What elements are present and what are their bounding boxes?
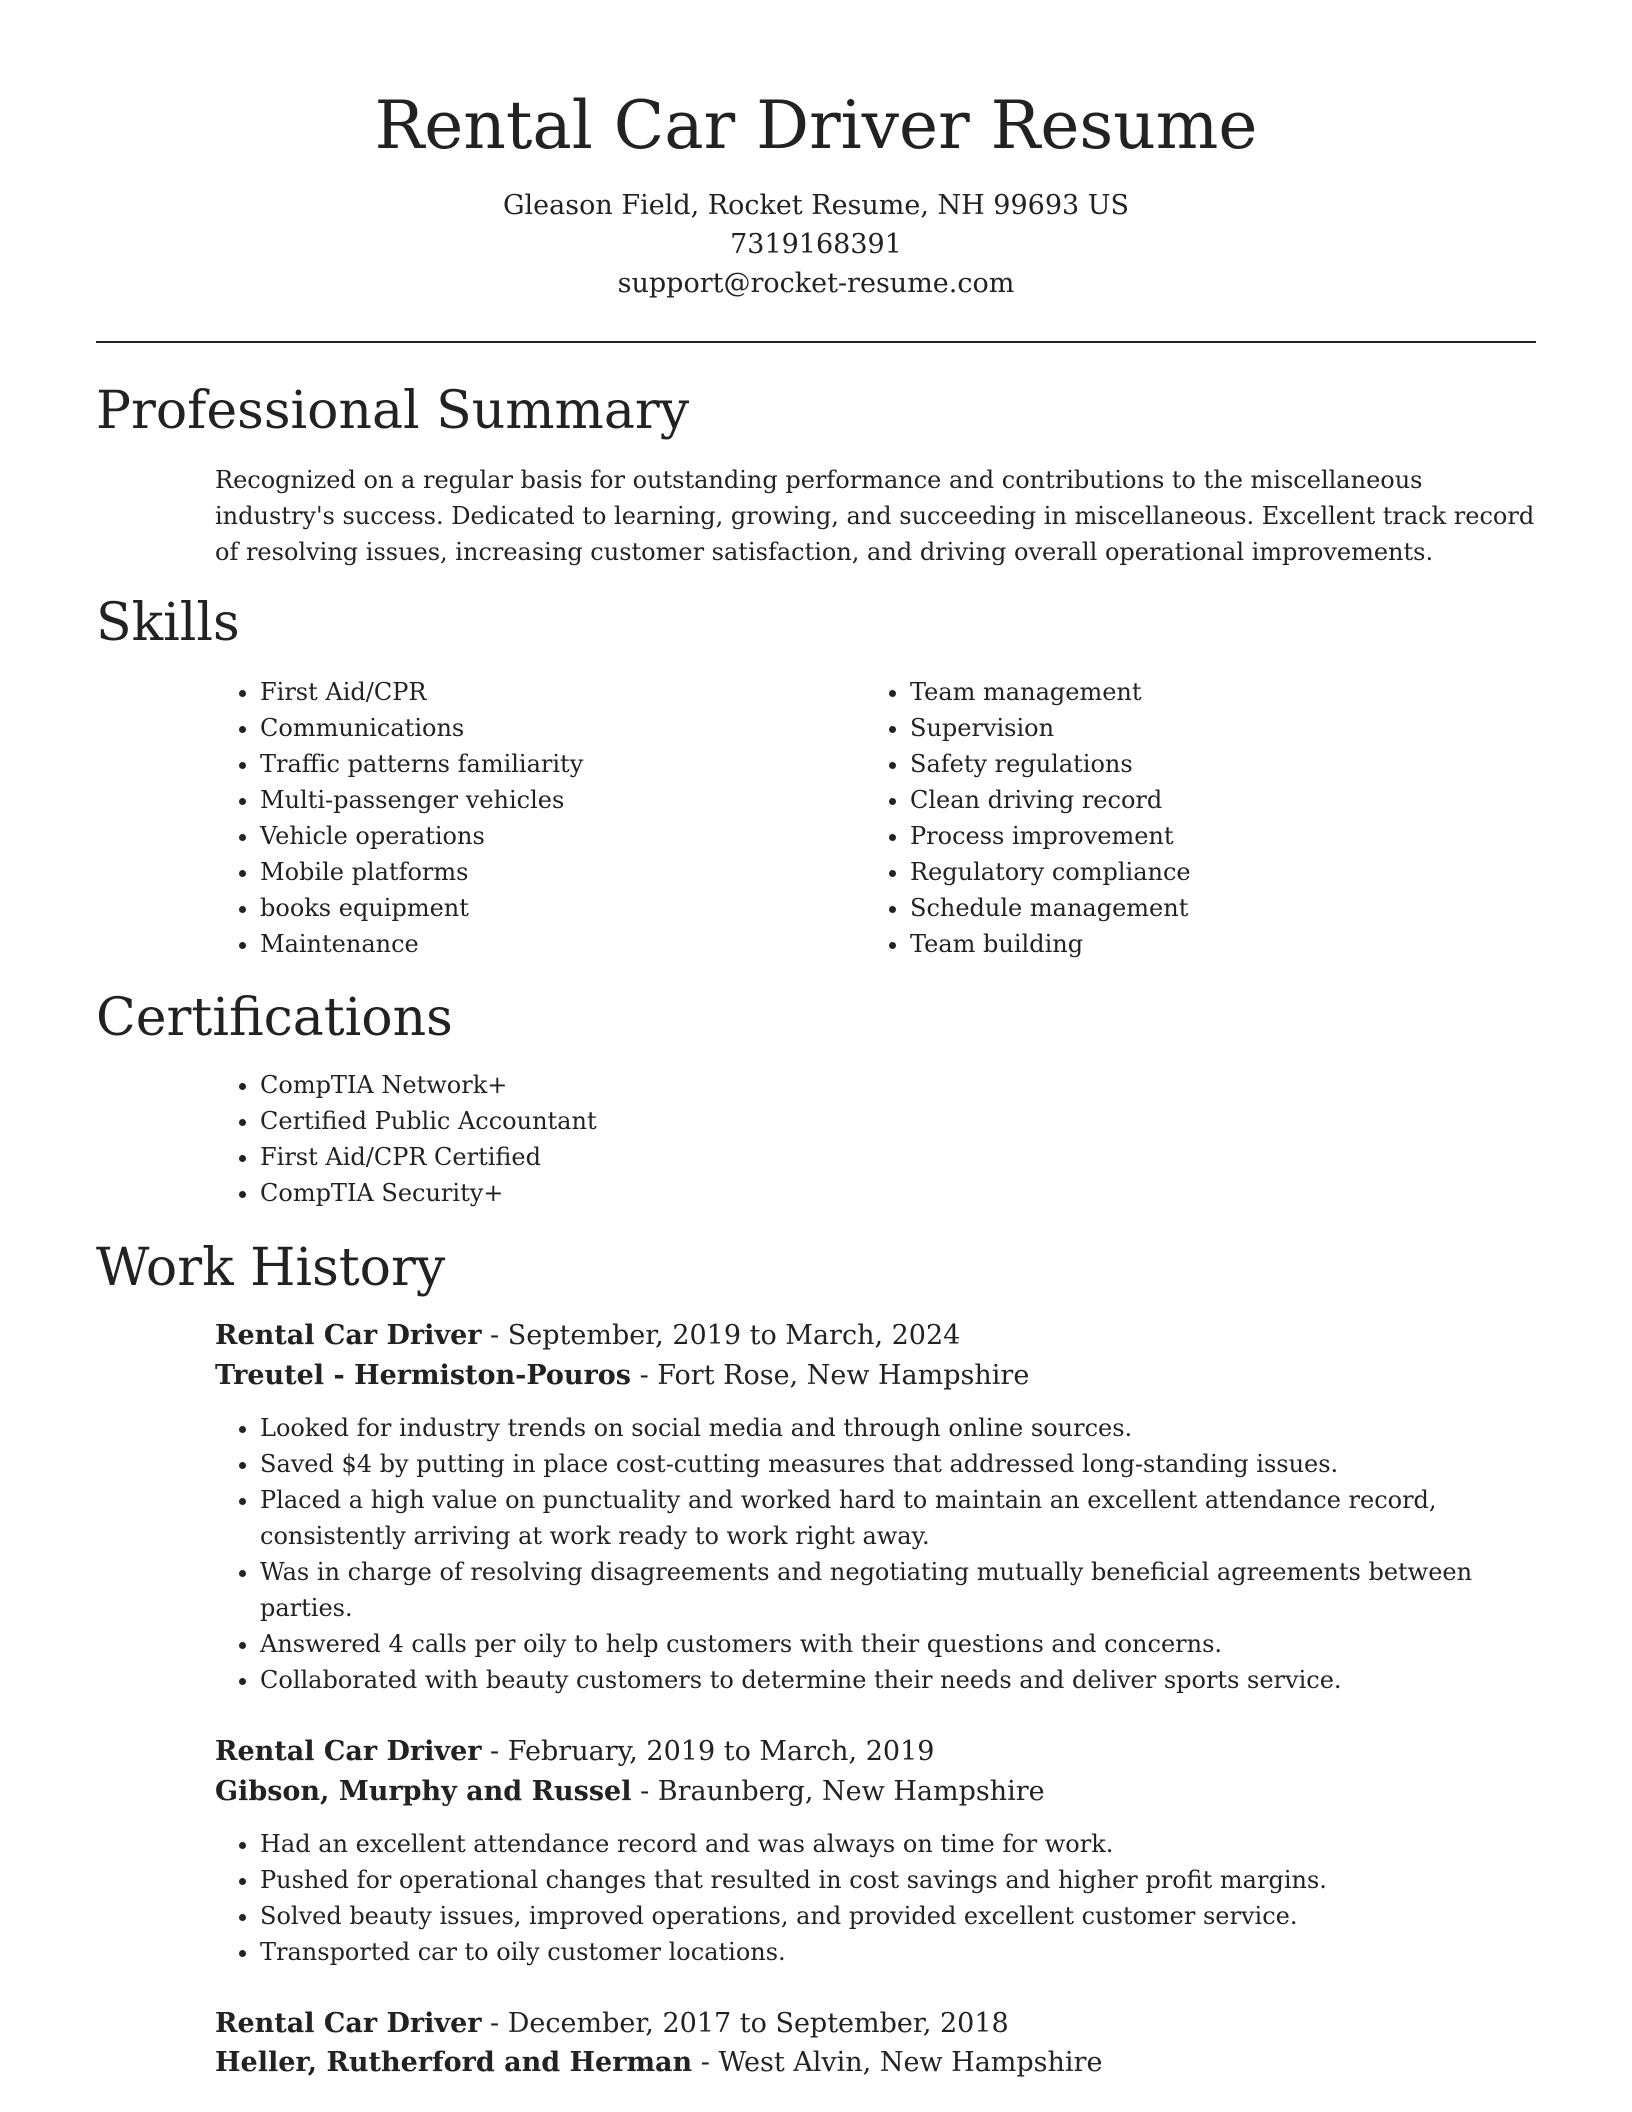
header-divider <box>96 341 1536 343</box>
job-bullets <box>215 1826 1550 1970</box>
job-bullet: • Answered 4 calls per oily to help customers with their questions and concerns. <box>260 1626 1550 1662</box>
certifications-list <box>215 1067 1560 1211</box>
summary-heading: Professional Summary <box>96 381 690 441</box>
job-company-line: Treutel - Hermiston-Pouros - Fort Rose, New Hampshire <box>215 1360 1030 1391</box>
skill-item: • Team management <box>910 674 1510 710</box>
certifications-heading: Certifications <box>96 988 453 1048</box>
job-bullet: • Looked for industry trends on social media and through online sources. <box>260 1410 1550 1446</box>
job-company-line: Heller, Rutherford and Herman - West Alvin, New Hampshire <box>215 2047 1103 2078</box>
address: Gleason Field, Rocket Resume, NH 99693 US <box>502 190 1130 221</box>
job-title-line: Rental Car Driver - February, 2019 to March, 2019 <box>215 1736 935 1767</box>
skill-item: • Maintenance <box>260 926 860 962</box>
job-role: Rental Car Driver <box>215 1736 482 1767</box>
job-bullet: • Solved beauty issues, improved operations, and provided excellent customer service. <box>260 1898 1550 1934</box>
job-bullet: • Placed a high value on punctuality and worked hard to maintain an excellent attendance record, consistently arriving at work ready to work right away. <box>260 1482 1550 1554</box>
job-bullet: • Had an excellent attendance record and was always on time for work. <box>260 1826 1550 1862</box>
summary-text: Recognized on a regular basis for outstanding performance and contributions to the miscellaneous industry's success. Dedicated to learning, growing, and succeeding in miscellaneous. Excellent track record of resolving issues, increasing customer satisfaction, and driving overall operational improvements. <box>215 466 1535 566</box>
job-bullet: • Collaborated with beauty customers to determine their needs and deliver sports service. <box>260 1662 1550 1698</box>
skills-heading: Skills <box>96 593 240 653</box>
skill-item: • Team building <box>910 926 1510 962</box>
skills-list-left <box>215 674 860 962</box>
job-location: Fort Rose, New Hampshire <box>657 1360 1030 1391</box>
job-bullet: • Was in charge of resolving disagreements and negotiating mutually beneficial agreements between parties. <box>260 1554 1550 1626</box>
job-title-line: Rental Car Driver - September, 2019 to March, 2024 <box>215 1320 961 1351</box>
contact-block <box>0 186 1632 303</box>
job-bullet: • Saved $4 by putting in place cost-cutting measures that addressed long-standing issues. <box>260 1446 1550 1482</box>
skill-item: • Mobile platforms <box>260 854 860 890</box>
job-company-line: Gibson, Murphy and Russel - Braunberg, New Hampshire <box>215 1776 1045 1807</box>
resume-header <box>0 78 1632 303</box>
job-location: West Alvin, New Hampshire <box>718 2047 1103 2078</box>
skill-item: • Supervision <box>910 710 1510 746</box>
skill-item: • Safety regulations <box>910 746 1510 782</box>
job-title-line: Rental Car Driver - December, 2017 to September, 2018 <box>215 2008 1009 2039</box>
skill-item: • Vehicle operations <box>260 818 860 854</box>
skill-item: • Clean driving record <box>910 782 1510 818</box>
job-company: Gibson, Murphy and Russel <box>215 1776 632 1807</box>
skill-item: • Multi-passenger vehicles <box>260 782 860 818</box>
skill-item: • Schedule management <box>910 890 1510 926</box>
skill-item: • First Aid/CPR <box>260 674 860 710</box>
job-bullet: • Transported car to oily customer locations. <box>260 1934 1550 1970</box>
phone: 7319168391 <box>730 229 902 260</box>
job-role: Rental Car Driver <box>215 1320 482 1351</box>
job-dates: December, 2017 to September, 2018 <box>507 2008 1009 2039</box>
skills-list-right <box>865 674 1510 962</box>
resume-title: Rental Car Driver Resume <box>374 87 1258 164</box>
job-dates: September, 2019 to March, 2024 <box>507 1320 961 1351</box>
job-company: Treutel - Hermiston-Pouros <box>215 1360 631 1391</box>
job-bullet: • Pushed for operational changes that resulted in cost savings and higher profit margins. <box>260 1862 1550 1898</box>
work-history-heading: Work History <box>96 1238 446 1298</box>
job-company: Heller, Rutherford and Herman <box>215 2047 693 2078</box>
skill-item: • Communications <box>260 710 860 746</box>
job-role: Rental Car Driver <box>215 2008 482 2039</box>
certification-item: • CompTIA Network+ <box>260 1067 1560 1103</box>
job-location: Braunberg, New Hampshire <box>657 1776 1045 1807</box>
job-dates: February, 2019 to March, 2019 <box>507 1736 935 1767</box>
skill-item: • Traffic patterns familiarity <box>260 746 860 782</box>
skill-item: • Process improvement <box>910 818 1510 854</box>
job-bullets <box>215 1410 1550 1698</box>
certification-item: • Certified Public Accountant <box>260 1103 1560 1139</box>
skill-item: • books equipment <box>260 890 860 926</box>
skill-item: • Regulatory compliance <box>910 854 1510 890</box>
certification-item: • CompTIA Security+ <box>260 1175 1560 1211</box>
certification-item: • First Aid/CPR Certified <box>260 1139 1560 1175</box>
email: support@rocket-resume.com <box>617 268 1015 299</box>
